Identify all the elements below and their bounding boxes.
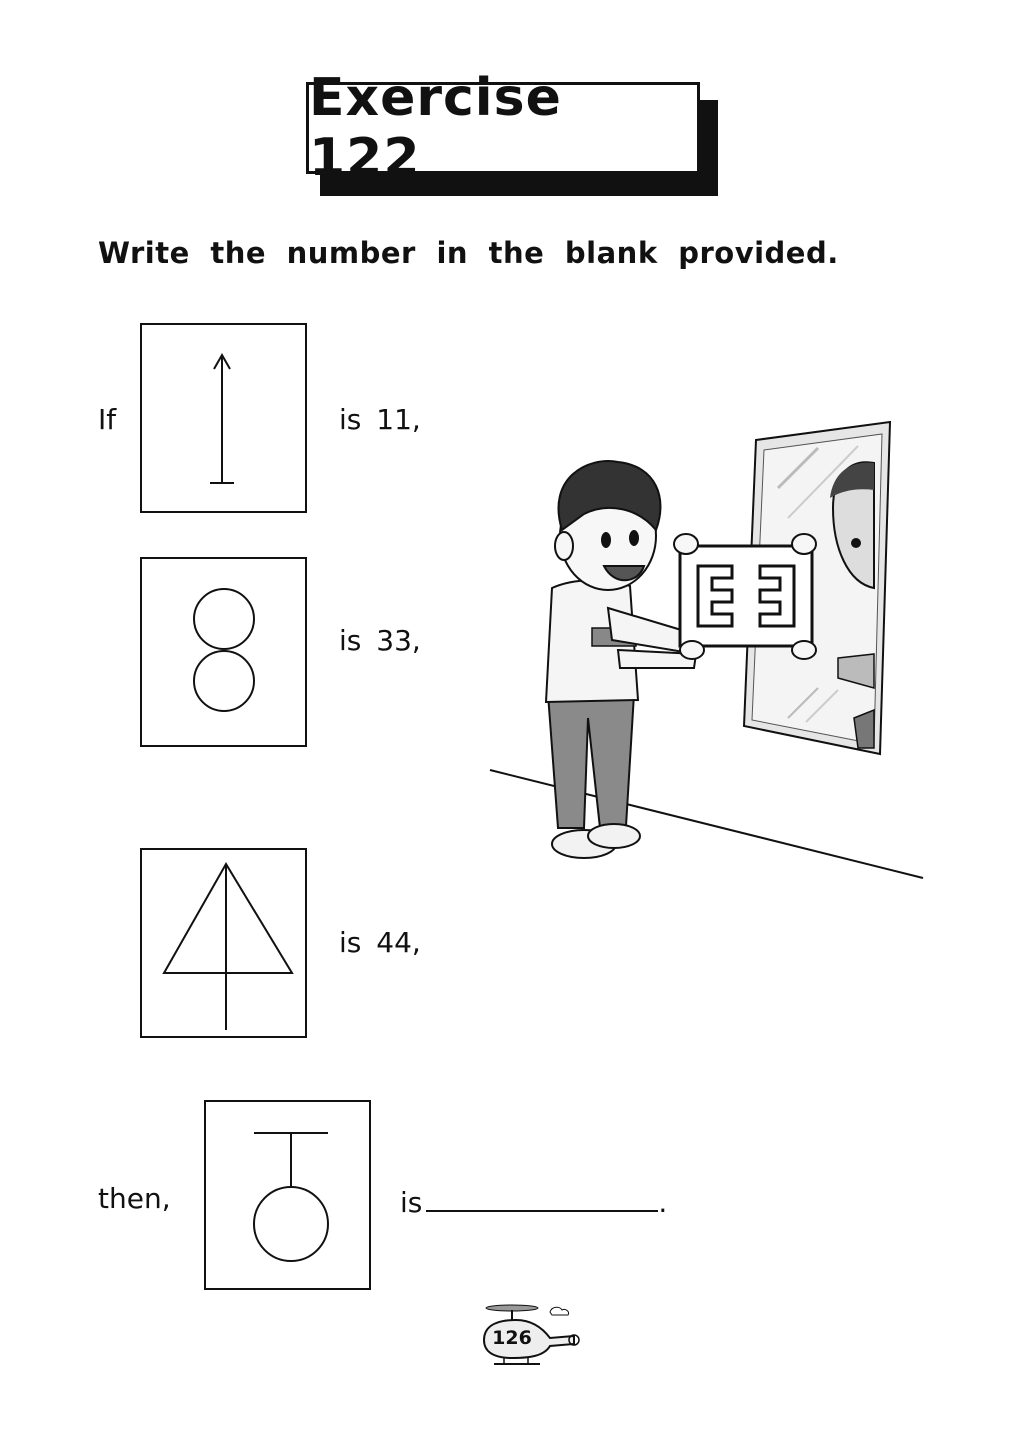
item-1-prefix: If: [98, 403, 117, 436]
item-4-prefix: then,: [98, 1182, 171, 1215]
item-2-value: is 33,: [339, 624, 421, 657]
triangle-stem-symbol: [142, 850, 309, 1040]
instruction-text: Write the number in the blank provided.: [98, 236, 839, 270]
item-4-period: .: [658, 1186, 668, 1219]
page-number: 126: [492, 1327, 532, 1349]
symbol-box-2: [140, 557, 307, 747]
title-box: [306, 68, 700, 188]
answer-blank[interactable]: [426, 1182, 658, 1212]
symbol-box-1: [140, 323, 307, 513]
symbol-box-4: [204, 1100, 371, 1290]
item-1-value: is 11,: [339, 403, 421, 436]
title-banner: [306, 68, 718, 196]
arrow-symbol: [142, 325, 309, 515]
item-4-is: is: [400, 1186, 423, 1219]
symbol-box-3: [140, 848, 307, 1038]
page-title: Exercise 122: [309, 68, 562, 188]
item-4-answer-line: [400, 1182, 667, 1219]
boy-mirror-illustration: [488, 418, 928, 888]
two-circles-symbol: [142, 559, 309, 749]
bar-circle-symbol: [206, 1102, 373, 1292]
item-3-value: is 44,: [339, 926, 421, 959]
